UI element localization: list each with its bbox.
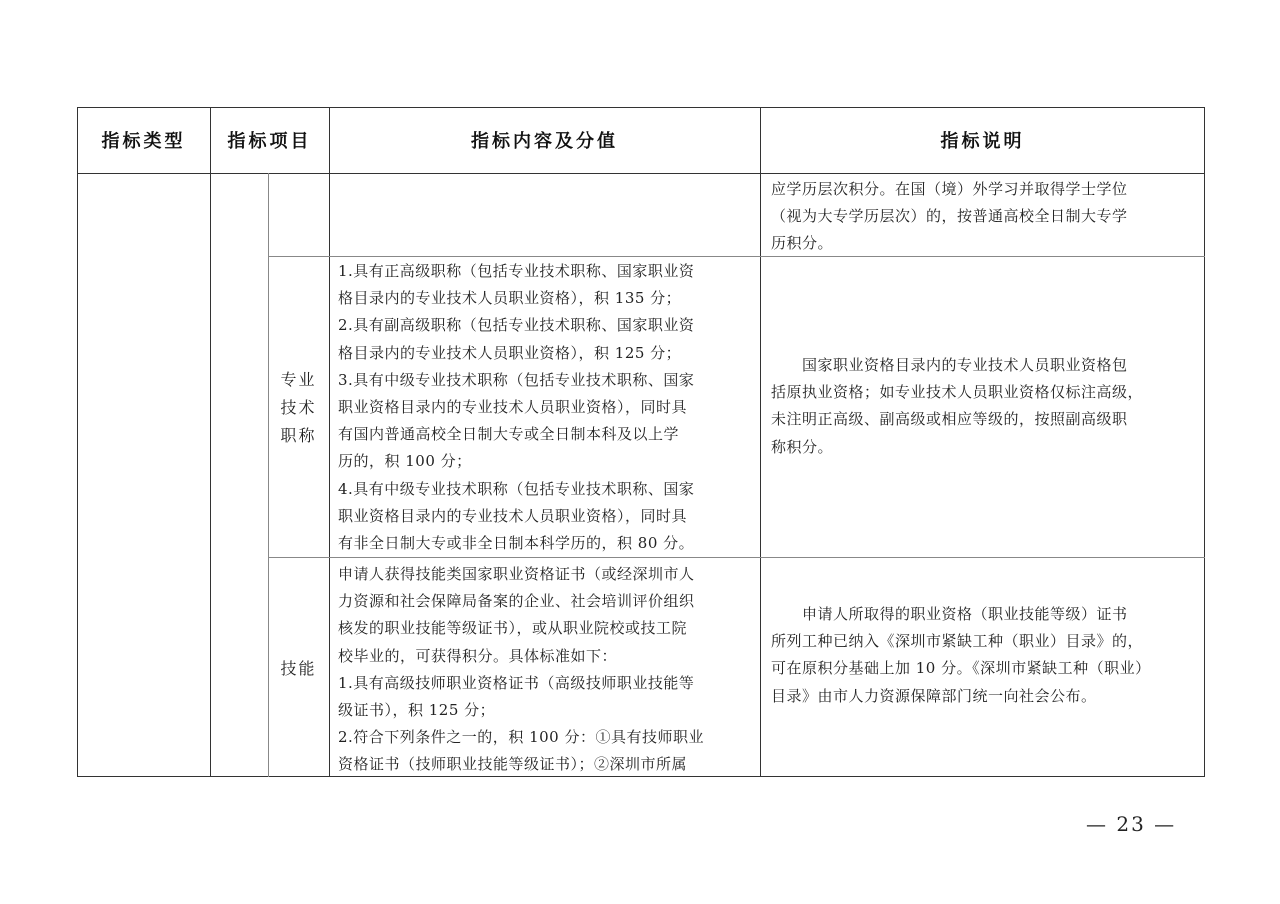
note-line: 所列工种已纳入《深圳市紧缺工种（职业）目录》的， (771, 632, 1144, 651)
content-line: 有国内普通高校全日制大专或全日制本科及以上学 (338, 425, 680, 444)
note-line: 国家职业资格目录内的专业技术人员职业资格包 (771, 356, 1128, 374)
skill-note (771, 601, 1151, 710)
note-line: （视为大专学历层次）的，按普通高校全日制大专学 (771, 207, 1128, 226)
col-divider-3 (760, 107, 761, 777)
content-line: 校毕业的，可获得积分。具体标准如下： (338, 646, 618, 665)
content-line: 级证书），积 125 分； (338, 700, 496, 719)
content-line: 2.符合下列条件之一的，积 100 分：①具有技师职业 (338, 728, 704, 747)
continuation-note (771, 176, 1128, 258)
content-line: 核发的职业技能等级证书），或从职业院校或技工院 (338, 619, 688, 638)
professional-note (771, 352, 1143, 461)
content-line: 1.具有正高级职称（包括专业技术职称、国家职业资 (338, 262, 695, 280)
content-line: 历的，积 100 分； (338, 452, 472, 471)
col-divider-2 (329, 107, 330, 777)
note-line: 未注明正高级、副高级或相应等级的，按照副高级职 (771, 410, 1128, 429)
content-line: 有非全日制大专或非全日制本科学历的，积 80 分。 (338, 533, 695, 552)
content-line: 4.具有中级专业技术职称（包括专业技术职称、国家 (338, 479, 695, 498)
note-line: 括原执业资格；如专业技术人员职业资格仅标注高级， (771, 383, 1144, 402)
note-line: 目录》由市人力资源保障部门统一向社会公布。 (771, 686, 1097, 705)
content-line: 申请人获得技能类国家职业资格证书（或经深圳市人 (338, 565, 695, 583)
header-indicator-note: 指标说明 (940, 131, 1025, 152)
content-line: 3.具有中级专业技术职称（包括专业技术职称、国家 (338, 370, 695, 389)
content-line: 1.具有高级技师职业资格证书（高级技师职业技能等 (338, 673, 695, 692)
note-line: 可在原积分基础上加 10 分。《深圳市紧缺工种（职业） (771, 659, 1151, 678)
item-label-skill: 技能 (280, 659, 317, 678)
content-line: 格目录内的专业技术人员职业资格），积 125 分； (338, 343, 682, 362)
content-line: 力资源和社会保障局备案的企业、社会培训评价组织 (338, 592, 695, 611)
col-divider-1 (210, 107, 211, 777)
content-line: 2.具有副高级职称（包括专业技术职称、国家职业资 (338, 316, 695, 335)
note-line: 历积分。 (771, 234, 834, 253)
row-divider-2 (268, 557, 1205, 558)
item-label-professional-title: 专业 技术 职称 (280, 370, 317, 445)
content-line: 格目录内的专业技术人员职业资格），积 135 分； (338, 289, 682, 308)
content-line: 职业资格目录内的专业技术人员职业资格），同时具 (338, 506, 688, 525)
content-line: 职业资格目录内的专业技术人员职业资格），同时具 (338, 397, 688, 416)
header-indicator-item: 指标项目 (227, 131, 312, 152)
col-divider-sub (268, 173, 269, 777)
content-line: 资格证书（技师职业技能等级证书）；②深圳市所属 (338, 755, 688, 774)
professional-content (338, 258, 694, 557)
note-line: 应学历层次积分。在国（境）外学习并取得学士学位 (771, 180, 1128, 198)
note-line: 申请人所取得的职业资格（职业技能等级）证书 (771, 605, 1128, 623)
header-indicator-type: 指标类型 (101, 131, 186, 152)
header-divider (77, 173, 1205, 174)
note-line: 称积分。 (771, 437, 834, 456)
skill-content (338, 561, 704, 779)
page-number: — 23 — (1086, 812, 1177, 836)
header-indicator-content: 指标内容及分值 (471, 131, 618, 152)
